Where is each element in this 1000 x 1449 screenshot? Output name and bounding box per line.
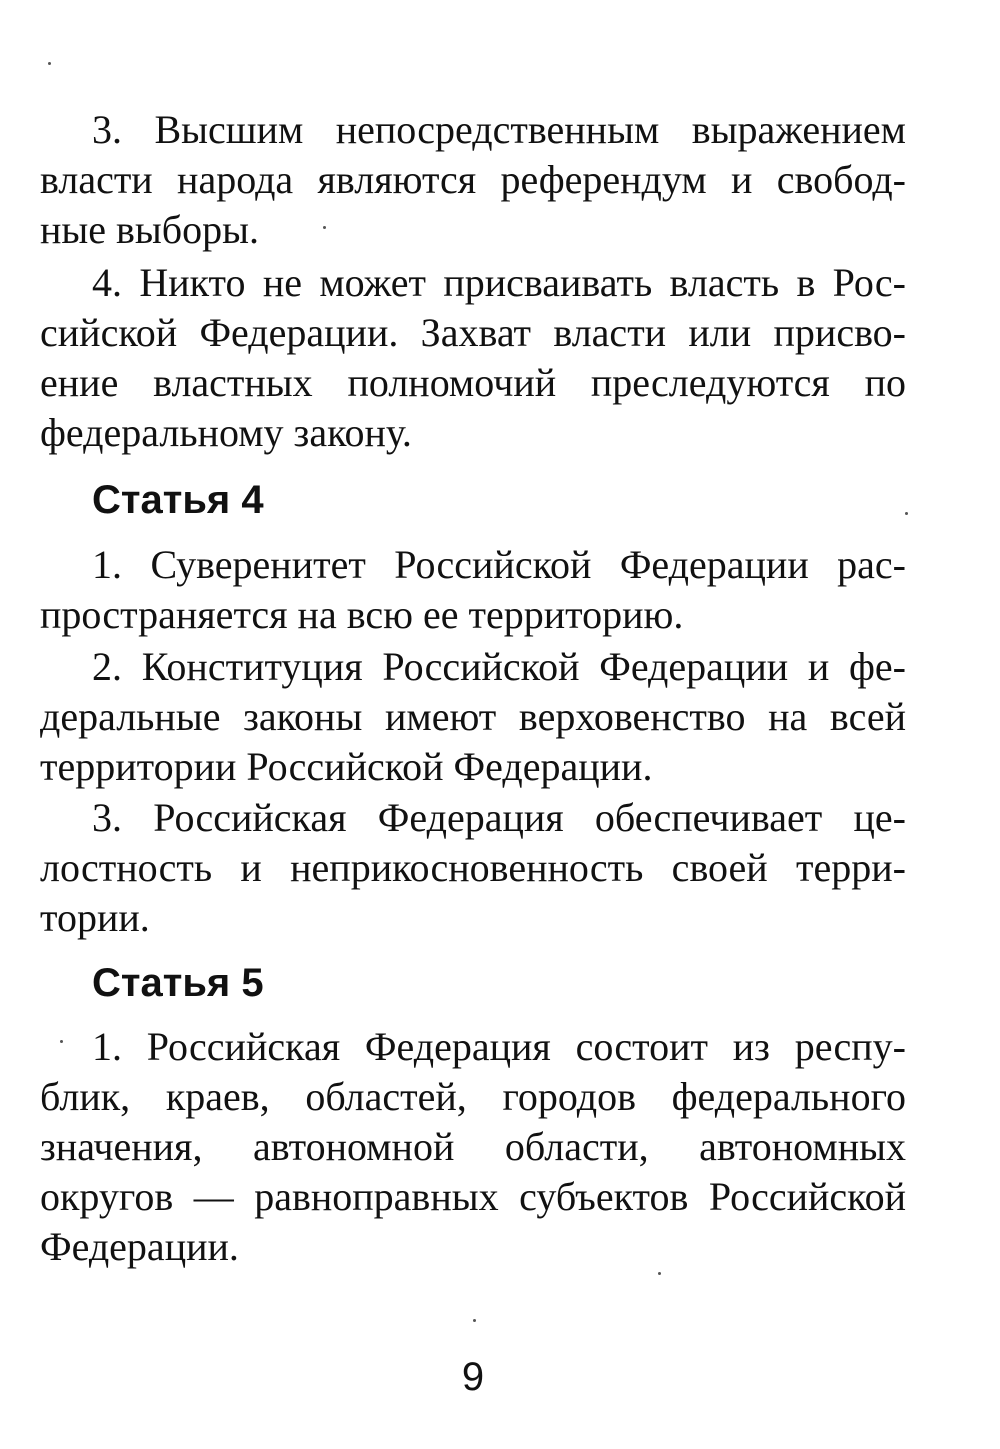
scan-speck	[473, 1319, 476, 1322]
text-line: блик, краев, областей, городов федерального	[40, 1074, 906, 1119]
scan-speck	[905, 512, 908, 515]
text-line: округов — равноправных субъектов Российской	[40, 1174, 906, 1219]
text-line: Федерации.	[40, 1224, 239, 1269]
text-line: 4. Никто не может присваивать власть в Рос-	[92, 260, 906, 305]
text-line: власти народа являются референдум и свобод-	[40, 157, 906, 202]
text-line: 2. Конституция Российской Федерации и фе-	[92, 644, 906, 689]
scan-speck	[60, 1040, 63, 1043]
scan-speck	[48, 62, 51, 65]
text-line: 3. Российская Федерация обеспечивает це-	[92, 795, 906, 840]
text-line: ение властных полномочий преследуются по	[40, 360, 906, 405]
text-line: 3. Высшим непосредственным выражением	[92, 107, 906, 152]
text-line: федеральному закону.	[40, 410, 412, 455]
text-line: ные выборы.	[40, 207, 260, 252]
article-heading: Статья 4	[92, 478, 264, 522]
article-heading: Статья 5	[92, 961, 264, 1005]
text-line: значения, автономной области, автономных	[40, 1124, 906, 1169]
scan-speck	[323, 226, 326, 229]
text-line: деральные законы имеют верховенство на всей	[40, 694, 906, 739]
text-line: 1. Российская Федерация состоит из респу-	[92, 1024, 906, 1069]
text-line: лостность и неприкосновенность своей терри-	[40, 845, 906, 890]
text-line: тории.	[40, 895, 150, 940]
text-line: сийской Федерации. Захват власти или присво-	[40, 310, 906, 355]
text-line: территории Российской Федерации.	[40, 744, 653, 789]
text-line: 1. Суверенитет Российской Федерации рас-	[92, 542, 906, 587]
text-line: пространяется на всю ее территорию.	[40, 592, 684, 637]
page-number: 9	[461, 1355, 485, 1399]
scan-speck	[658, 1272, 661, 1275]
